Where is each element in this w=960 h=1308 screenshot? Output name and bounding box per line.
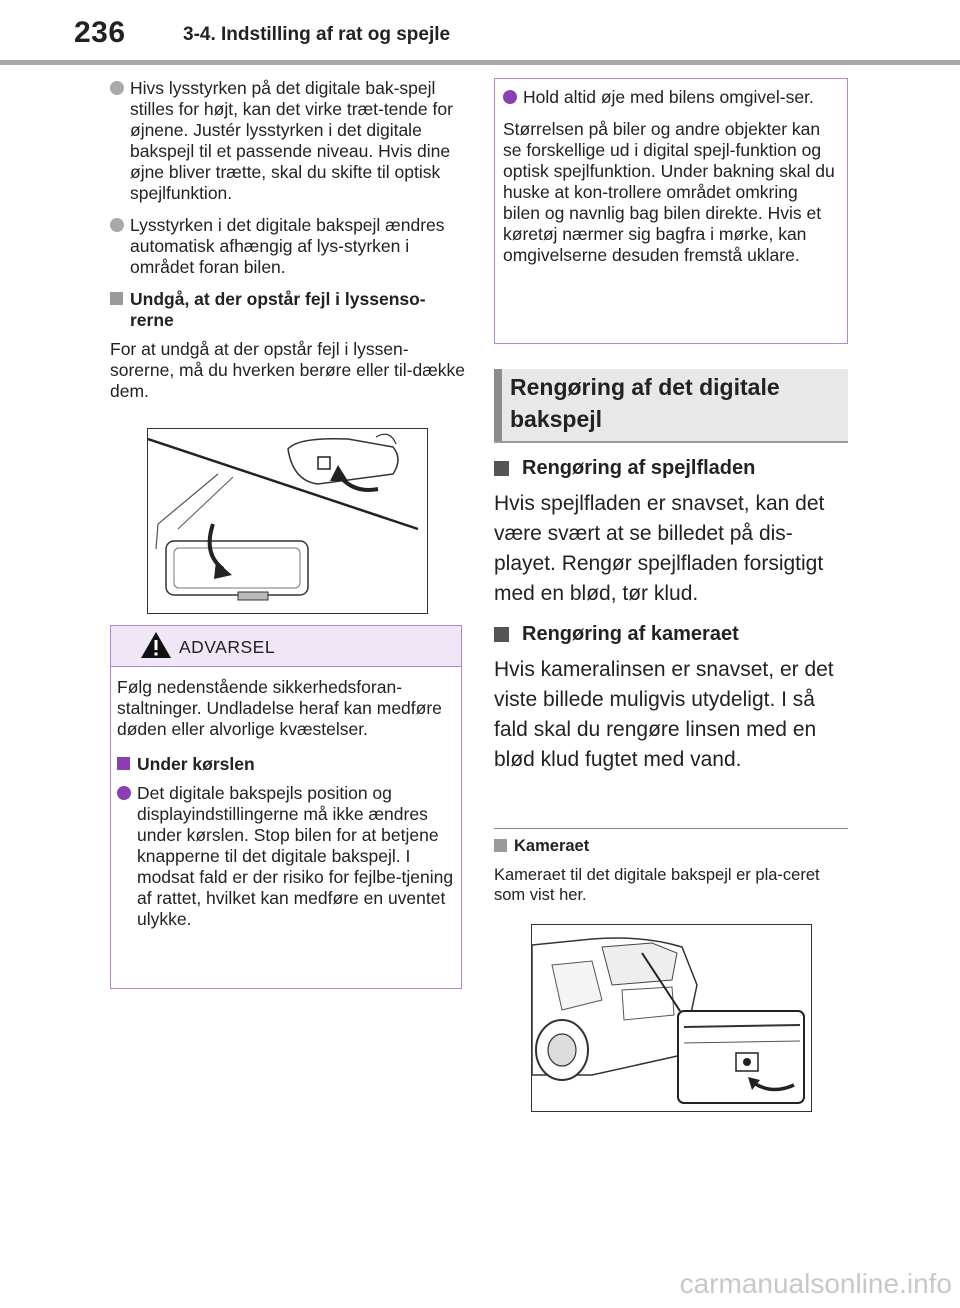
- bullet-dot-icon: [117, 786, 131, 800]
- page-header: [0, 0, 960, 62]
- bullet-brightness-high: Hivs lysstyrken på det digitale bak-spejl stilles for højt, kan det virke træt-tende for øjnene. Justér lysstyrken i det digitale bakspejl til et passende niveau. Hvis dine øjne bliver trætte, skal du skifte til optisk spejlfunktion.: [110, 78, 465, 204]
- camera-section: [494, 836, 848, 905]
- watermark: carmanualsonline.info: [679, 1268, 952, 1299]
- note-box: [494, 78, 848, 344]
- note-bullet: Hold altid øje med bilens omgivel-ser.: [503, 87, 839, 108]
- warning-subhead: Under kørslen: [117, 754, 455, 775]
- square-bullet-icon: [494, 627, 509, 642]
- square-bullet-icon: [494, 461, 509, 476]
- camera-location-illustration: [531, 924, 812, 1112]
- warning-body: [111, 667, 461, 930]
- page-number: 236: [74, 16, 126, 49]
- section-title: 3-4. Indstilling af rat og spejle: [183, 24, 451, 45]
- warning-intro: Følg nedenstående sikkerhedsforan-staltninger. Undladelse heraf kan medføre døden eller alvorlige kvæstelser.: [117, 677, 442, 739]
- warning-box: [110, 625, 462, 989]
- paragraph-camera-cleaning: Hvis kameralinsen er snavset, er det viste billede muligvis utydeligt. I så fald skal du rengøre linsen med en blød klud fugtet med vand.: [494, 658, 834, 771]
- section-divider: [494, 828, 848, 829]
- subhead-camera: Kameraet: [494, 836, 848, 857]
- car-rear-drawing: [532, 925, 811, 1111]
- heading-bar: [494, 369, 502, 441]
- subhead-mirror-surface: Rengøring af spejlfladen: [494, 455, 848, 481]
- left-column: [110, 78, 465, 402]
- bullet-brightness-auto: Lysstyrken i det digitale bakspejl ændres automatisk afhængig af lys-styrken i området foran bilen.: [110, 215, 465, 278]
- square-bullet-icon: [494, 839, 507, 852]
- square-bullet-icon: [110, 292, 123, 305]
- paragraph-camera: Kameraet til det digitale bakspejl er pla-ceret som vist her.: [494, 866, 820, 904]
- warning-bullet: Det digitale bakspejls position og displayindstillingerne må ikke ændres under kørslen. Stop bilen for at betjene knapperne til det digitale bakspejl. I modsat fald er der risiko for fejlbe-tjening af rattet, hvilket kan medføre en uventet ulykke.: [117, 783, 455, 930]
- bullet-dot-icon: [503, 90, 517, 104]
- mirror-illustration: [147, 428, 428, 614]
- cleaning-section: [494, 455, 848, 775]
- subhead-camera-cleaning: Rengøring af kameraet: [494, 621, 848, 647]
- bullet-dot-icon: [110, 218, 124, 232]
- header-rule: [0, 60, 960, 65]
- paragraph-mirror-surface: Hvis spejlfladen er snavset, kan det være svært at se billedet på dis-playet. Rengør spejlfladen forsigtigt med en blød, tør klud.: [494, 492, 825, 605]
- note-paragraph: Størrelsen på biler og andre objekter kan se forskellige ud i digital spejl-funktion og optisk spejlfunktion. Under bakning skal du huske at kon-trollere området omkring bilen og navnlig bag bilen direkte. Hvis et køretøj nærmer sig bagfra i mørke, kan omgivelserne desuden fremstå uklare.: [503, 119, 835, 265]
- bullet-dot-icon: [110, 81, 124, 95]
- square-bullet-icon: [117, 757, 130, 770]
- warning-triangle-icon: [139, 630, 173, 660]
- subhead-light-sensors: Undgå, at der opstår fejl i lyssenso-rerne: [110, 289, 465, 331]
- mirror-drawing: [148, 429, 427, 613]
- paragraph-light-sensors: For at undgå at der opstår fejl i lyssen-sorerne, må du hverken berøre eller til-dække dem.: [110, 339, 466, 401]
- warning-title: ADVARSEL: [179, 637, 276, 657]
- warning-header: [111, 626, 461, 667]
- cleaning-heading: Rengøring af det digitale bakspejl: [494, 369, 848, 443]
